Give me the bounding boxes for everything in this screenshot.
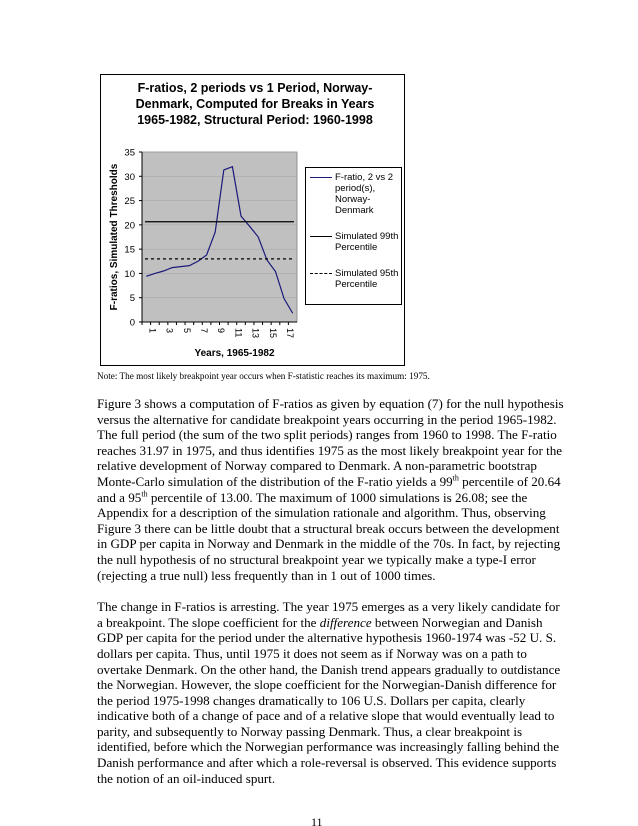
legend-label: F-ratio, 2 vs 2 period(s), Norway-Denmark bbox=[335, 172, 394, 216]
x-tick-label: 5 bbox=[181, 328, 192, 334]
y-tick-label: 5 bbox=[129, 293, 135, 305]
legend-item-fratio bbox=[310, 172, 399, 216]
x-tick-label: 17 bbox=[285, 328, 296, 339]
y-tick-label: 25 bbox=[124, 196, 135, 208]
x-tick-label: 7 bbox=[198, 328, 209, 334]
legend-label: Simulated 95th Percentile bbox=[335, 268, 399, 290]
figure-note: Note: The most likely breakpoint year occurs when F-statistic reaches its maximum: 1975. bbox=[97, 371, 430, 381]
x-axis-label: Years, 1965-1982 bbox=[194, 348, 275, 359]
x-tick-label: 1 bbox=[147, 328, 158, 334]
paragraph-2: The change in F-ratios is arresting. The year 1975 emerges as a very likely candidate for a breakpoint. The slope coefficient for the difference between Norwegian and Danish GDP per capita for the period under the alternative hypothesis 1960-1974 was -52 U. S. dollars per capita. Thus, until 1975 it does not seem as if Norway was on a path to overtake Denmark. On the other hand, the Danish trend appears gradually to outdistance the Norwegian. However, the slope coefficient for the Norwegian-Danish difference for the period 1975-1998 changes dramatically to 106 U.S. Dollars per capita, clearly indicative both of a change of pace and of a relative slope that would eventually lead to parity, and subsequently to Norway passing Denmark. Thus, a clear breakpoint is identified, before which the Norwegian performance was increasingly falling behind the Danish performance and after which a role-reversal is observed. This evidence supports the notion of an oil-induced spurt. bbox=[97, 599, 561, 786]
y-tick-label: 30 bbox=[124, 171, 135, 183]
chart-legend bbox=[305, 167, 402, 305]
legend-swatch bbox=[310, 177, 332, 178]
chart-title: F-ratios, 2 periods vs 1 Period, Norway-Denmark, Computed for Breaks in Years 1965-1982, Structural Period: 1960-1998 bbox=[135, 81, 375, 127]
legend-label: Simulated 99th Percentile bbox=[335, 231, 399, 253]
legend-swatch bbox=[310, 273, 332, 274]
plot-area bbox=[142, 152, 297, 322]
x-tick-label: 11 bbox=[233, 328, 244, 338]
x-tick-label: 13 bbox=[250, 328, 261, 339]
y-tick-label: 15 bbox=[124, 244, 135, 256]
y-tick-label: 10 bbox=[124, 268, 135, 280]
x-tick-label: 3 bbox=[164, 328, 175, 334]
x-tick-label: 15 bbox=[267, 328, 278, 339]
legend-item-99th bbox=[310, 231, 399, 253]
body-text bbox=[97, 396, 565, 802]
legend-item-95th bbox=[310, 268, 399, 290]
y-tick-label: 0 bbox=[129, 317, 135, 329]
page-number: 11 bbox=[311, 815, 323, 826]
y-tick-label: 20 bbox=[124, 220, 135, 232]
paragraph-1: Figure 3 shows a computation of F-ratios as given by equation (7) for the null hypothesis versus the alternative for candidate breakpoint years occurring in the period 1965-1982. The full period (the sum of the two split periods) ranges from 1960 to 1998. The F-ratio reaches 31.97 in 1975, and thus identifies 1975 as the most likely breakpoint year for the relative development of Norway compared to Denmark. A non-parametric bootstrap Monte-Carlo simulation of the distribution of the F-ratio yields a 99th percentile of 20.64 and a 95th percentile of 13.00. The maximum of 1000 simulations is 26.08; see the Appendix for a description of the simulation rationale and algorithm. Thus, observing Figure 3 there can be little doubt that a structural break occurs between the development in GDP per capita in Norway and Denmark in the middle of the 70s. In fact, by rejecting the null hypothesis of no structural breakpoint year we typically make a type-I error (rejecting a true null) less frequently than in 1 out of 1000 times. bbox=[97, 396, 564, 583]
x-tick-label: 9 bbox=[216, 328, 227, 334]
legend-swatch bbox=[310, 236, 332, 237]
y-axis-label: F-ratios, Simulated Thresholds bbox=[109, 163, 120, 311]
y-tick-label: 35 bbox=[124, 147, 135, 159]
